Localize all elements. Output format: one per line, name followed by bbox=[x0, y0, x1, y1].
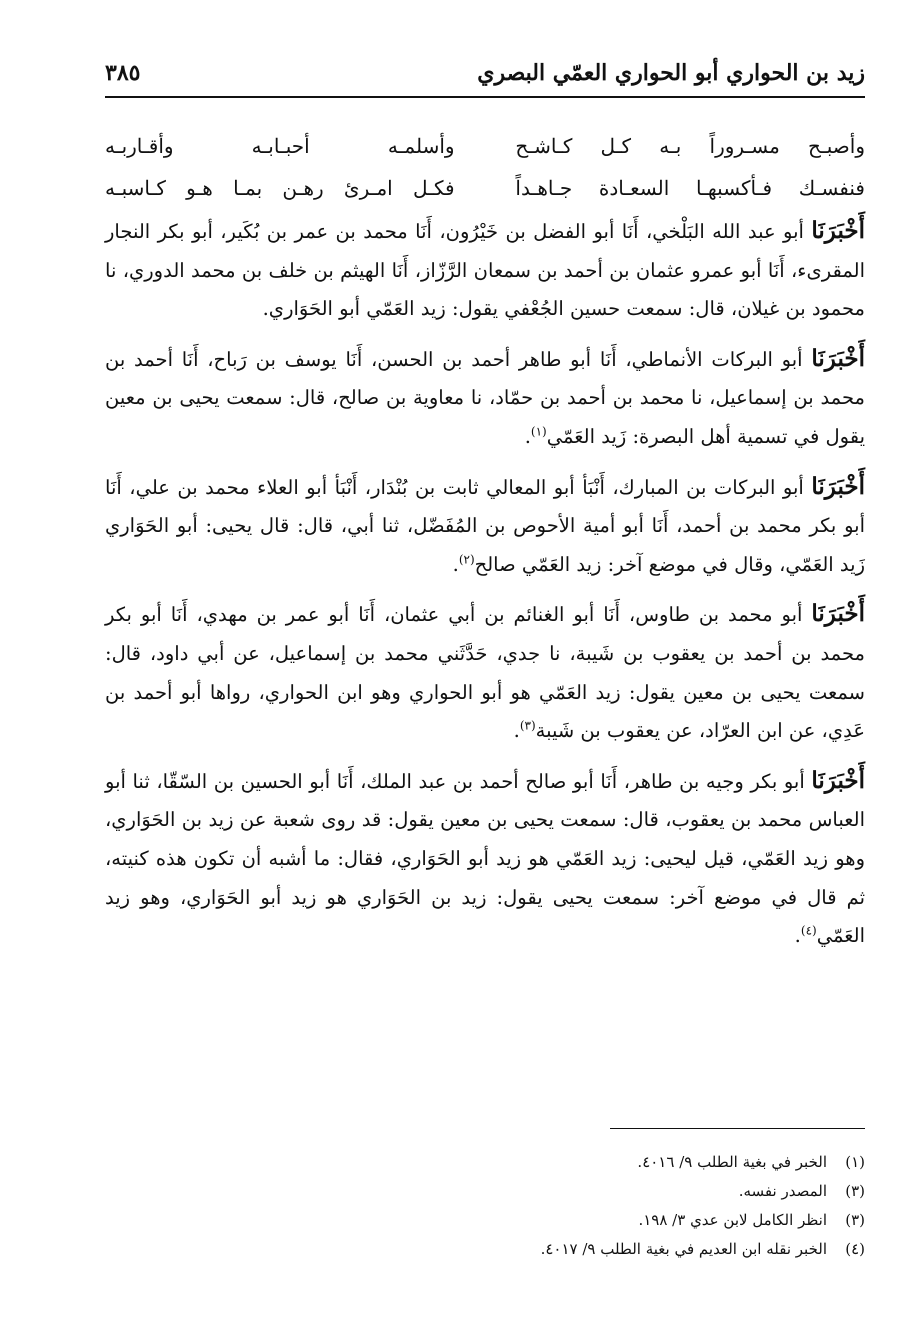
footnote-number: (٤) bbox=[845, 1240, 865, 1258]
footnote bbox=[105, 1206, 865, 1235]
verse bbox=[105, 125, 865, 167]
paragraph-text: أبو عبد الله البَلْخي، أَنَا أبو الفضل بن خَيْرُون، أَنَا محمد بن عمر بن بُكَير، أبو بكر النجار المقرىء، أَنَا أبو عمرو عثمان بن أحمد بن سمعان الرَّزّاز، أَنَا الهيثم بن خلف بن محمد الدوري، نا محمود بن غيلان، قال: سمعت حسين الجُعْفي يقول: زيد العَمّي أبو الحَوَاري. bbox=[105, 220, 865, 321]
paragraph-text: أبو البركات بن المبارك، أَنْبَأ أبو المعالي ثابت بن بُنْدَار، أَنْبَأ أبو العلاء محمد بن علي، أَنَا أبو بكر محمد بن أحمد، أَنَا أبو أمية الأحوص بن المُفَضّل، ثنا أبي، قال: قال يحيى: أبو الحَوَاري زَيد العَمّي، وقال في موضع آخر: زيد العَمّي صالح bbox=[105, 475, 865, 576]
keyword-akhbarana: أَخْبَرَنَا bbox=[811, 766, 865, 794]
paragraph bbox=[105, 212, 865, 329]
footnote bbox=[105, 1177, 865, 1206]
footnote-rule bbox=[610, 1128, 865, 1129]
footnote-number: (١) bbox=[845, 1153, 865, 1171]
footnote-ref: (٢) bbox=[458, 552, 475, 567]
header-title: زيد بن الحواري أبو الحواري العمّي البصري bbox=[477, 60, 865, 86]
hemistich-right: فنفسـك فـأكسبهـا السعـادة جـاهـداً bbox=[515, 176, 865, 200]
footnote bbox=[105, 1235, 865, 1264]
verse bbox=[105, 167, 865, 209]
paragraph: أَخْبَرَنَا أبو البركات الأنماطي، أَنَا أبو طاهر أحمد بن الحسن، أَنَا يوسف بن رَباح، أَنَا أحمد بن محمد بن إسماعيل، نا محمد بن أحمد بن حمّاد، نا معاوية بن صالح، قال: سمعت يحيى بن معين يقول في تسمية أهل البصرة: زَيد العَمّي$^{(١)}$. bbox=[105, 344, 865, 448]
footnote-text: الخبر في بغية الطلب ٩/ ٤٠١٦. bbox=[637, 1153, 827, 1171]
paragraph-text: أبو محمد بن طاوس، أَنَا أبو الغنائم بن أبي عثمان، أَنَا أبو عمر بن مهدي، أَنَا أبو بكر محمد بن أحمد بن يعقوب بن شَيبة، نا جدي، حَدَّثَني محمد بن إسماعيل، عن أبي داود، قال: سمعت يحيى بن معين يقول: زيد العَمّي هو أبو الحواري وهو ابن الحواري، رواها أبو أحمد بن عَدِي، عن ابن العرّاد، عن يعقوب بن شَيبة bbox=[105, 603, 865, 743]
hemistich-left: وأسلمـه أحبـابـه وأقـاربـه bbox=[105, 134, 455, 158]
header-rule bbox=[105, 96, 865, 98]
footnote-number: (٣) bbox=[845, 1211, 865, 1229]
paragraph-text: أبو البركات الأنماطي، أَنَا أبو طاهر أحمد بن الحسن، أَنَا يوسف بن رَباح، أَنَا أحمد بن محمد بن إسماعيل، نا محمد بن أحمد بن حمّاد، نا معاوية بن صالح، قال: سمعت يحيى بن معين يقول في تسمية أهل البصرة: زَيد العَمّي bbox=[105, 347, 865, 448]
footnote-ref: (٤) bbox=[800, 923, 817, 938]
footnotes bbox=[105, 1148, 865, 1264]
running-header bbox=[105, 58, 865, 98]
footnote-text: انظر الكامل لابن عدي ٣/ ١٩٨. bbox=[638, 1211, 827, 1229]
footnote-ref: (٣) bbox=[519, 718, 536, 733]
paragraph: أَخْبَرَنَا أبو بكر وجيه بن طاهر، أَنَا أبو صالح أحمد بن عبد الملك، أَنَا أبو الحسين بن السّقّا، ثنا أبو العباس محمد بن يعقوب، قال: سمعت يحيى بن معين يقول: قد روى شعبة عن زيد بن الحَوَاري، وهو زيد العَمّي، قيل ليحيى: زيد العَمّي هو زيد أبو الحَوَاري، فقال: ما أشبه أن تكون هذه كنيته، ثم قال في موضع آخر: سمعت يحيى يقول: زيد بن الحَوَاري هو زيد أبو الحَوَاري، وهو زيد العَمّي$^{(٤)}$. bbox=[105, 766, 865, 948]
paragraph: أَخْبَرَنَا أبو محمد بن طاوس، أَنَا أبو الغنائم بن أبي عثمان، أَنَا أبو عمر بن مهدي، أَنَا أبو بكر محمد بن أحمد بن يعقوب بن شَيبة، نا جدي، حَدَّثَني محمد بن إسماعيل، عن أبي داود، قال: سمعت يحيى بن معين يقول: زيد العَمّي هو أبو الحواري وهو ابن الحواري، رواها أبو أحمد بن عَدِي، عن ابن العرّاد، عن يعقوب بن شَيبة$^{(٣)}$. bbox=[105, 600, 865, 743]
keyword-akhbarana: أَخْبَرَنَا bbox=[811, 217, 865, 244]
hemistich-right: وأصبـح مسـروراً بـه كـل كـاشـح bbox=[515, 134, 865, 158]
footnote bbox=[105, 1148, 865, 1177]
paragraph: أَخْبَرَنَا أبو البركات بن المبارك، أَنْبَأ أبو المعالي ثابت بن بُنْدَار، أَنْبَأ أبو العلاء محمد بن علي، أَنَا أبو بكر محمد بن أحمد، أَنَا أبو أمية الأحوص بن المُفَضّل، ثنا أبي، قال: قال يحيى: أبو الحَوَاري زَيد العَمّي، وقال في موضع آخر: زيد العَمّي صالح$^{(٢)}$. bbox=[105, 472, 865, 576]
footnote-text: المصدر نفسه. bbox=[738, 1182, 827, 1200]
hemistich-left: فكـل امـرئ رهـن بمـا هـو كـاسبـه bbox=[105, 176, 455, 200]
keyword-akhbarana: أَخْبَرَنَا bbox=[811, 600, 865, 628]
keyword-akhbarana: أَخْبَرَنَا bbox=[811, 472, 865, 500]
body-text bbox=[105, 212, 865, 967]
paragraph-text: أبو بكر وجيه بن طاهر، أَنَا أبو صالح أحمد بن عبد الملك، أَنَا أبو الحسين بن السّقّا، ثنا أبو العباس محمد بن يعقوب، قال: سمعت يحيى بن معين يقول: قد روى شعبة عن زيد بن الحَوَاري، وهو زيد العَمّي، قيل ليحيى: زيد العَمّي هو زيد أبو الحَوَاري، فقال: ما أشبه أن تكون هذه كنيته، ثم قال في موضع آخر: سمعت يحيى يقول: زيد بن الحَوَاري هو زيد أبو الحَوَاري، وهو زيد العَمّي bbox=[105, 769, 865, 948]
footnote-ref: (١) bbox=[530, 424, 547, 439]
footnote-text: الخبر نقله ابن العديم في بغية الطلب ٩/ ٤٠١٧. bbox=[540, 1240, 827, 1258]
keyword-akhbarana: أَخْبَرَنَا bbox=[811, 344, 865, 372]
page-number: ٣٨٥ bbox=[105, 60, 141, 86]
poem bbox=[105, 125, 865, 209]
footnote-number: (٣) bbox=[845, 1182, 865, 1200]
